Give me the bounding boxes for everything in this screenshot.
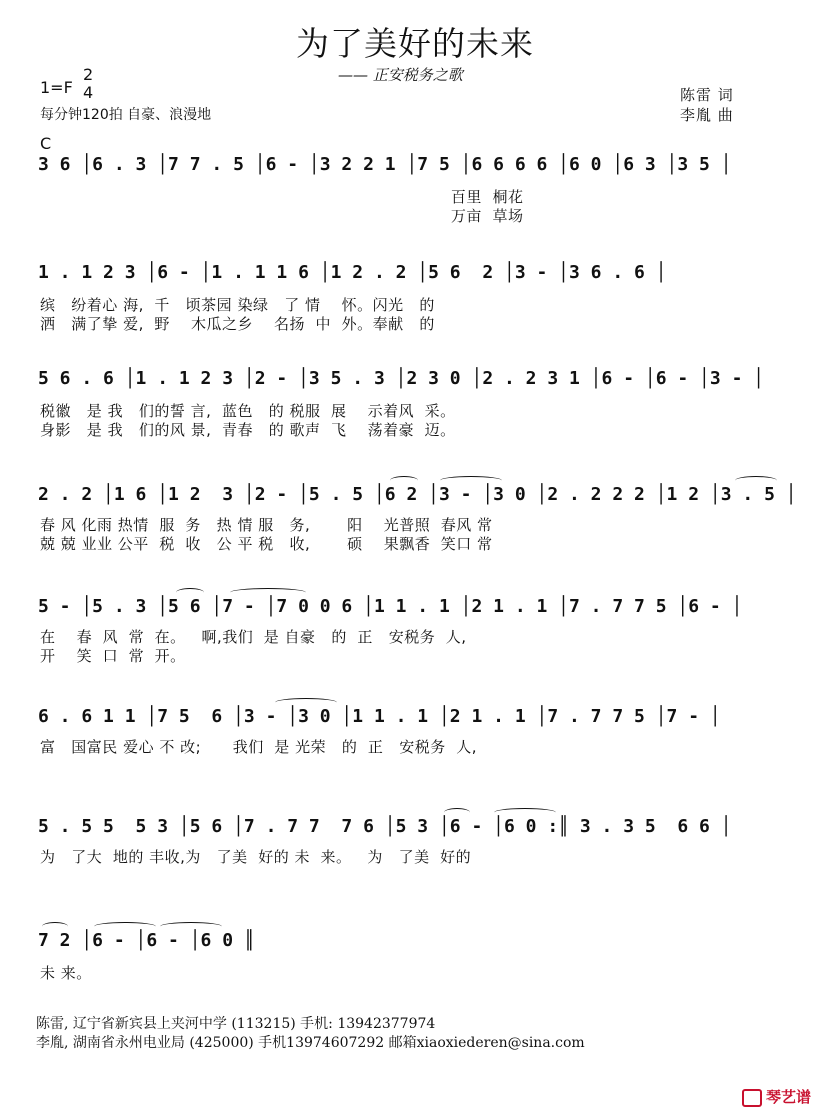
time-sig-bottom: 4 <box>83 83 94 102</box>
lyric-line-7-verse-1: 为 了大 地的 丰收,为 了美 好的 未 来。 为 了美 好的 <box>40 848 472 866</box>
lyric-line-4-verse-2: 兢 兢 业业 公平 税 收 公 平 税 收, 硕 果飘香 笑口 常 <box>40 535 493 553</box>
score-line-1 <box>38 154 798 190</box>
score-line-2 <box>38 262 798 298</box>
chord-symbol: C <box>40 134 52 153</box>
time-signature <box>83 66 93 102</box>
time-sig-top: 2 <box>83 65 94 84</box>
song-subtitle: —— 正安税务之歌 <box>338 66 463 84</box>
lyric-line-1-verse-2: 万亩 草场 <box>40 207 524 225</box>
notation-line-8: 7 2 │6 - │6 - │6 0 ║ <box>38 930 255 951</box>
lyric-line-6-verse-1: 富 国富民 爱心 不 改; 我们 是 光荣 的 正 安税务 人, <box>40 738 478 756</box>
score-line-8 <box>38 930 798 966</box>
lyric-line-4-verse-1: 春 风 化雨 热情 服 务 热 情 服 务, 阳 光普照 春风 常 <box>40 516 493 534</box>
key-signature: 1=F <box>40 78 73 97</box>
footer-contact-lyricist: 陈雷, 辽宁省新宾县上夹河中学 (113215) 手机: 13942377974 <box>36 1016 436 1032</box>
tempo-marking: 每分钟120拍 自豪、浪漫地 <box>40 107 212 123</box>
logo-icon <box>742 1089 762 1107</box>
logo-text: 琴艺谱 <box>766 1088 812 1106</box>
notation-line-2: 1 . 1 2 3 │6 - │1 . 1 1 6 │1 2 . 2 │5 6 2 │3 - │3 6 . 6 │ <box>38 262 667 283</box>
lyric-line-8-verse-1: 未 来。 <box>40 964 92 982</box>
notation-line-7: 5 . 5 5 5 3 │5 6 │7 . 7 7 7 6 │5 3 │6 - │6 0 :║ 3 . 3 5 6 6 │ <box>38 816 732 837</box>
lyric-line-3-verse-2: 身影 是 我 们的风 景, 青春 的 歌声 飞 荡着豪 迈。 <box>40 421 456 439</box>
footer-contact-composer: 李胤, 湖南省永州电业局 (425000) 手机13974607292 邮箱xiaoxiederen@sina.com <box>36 1035 585 1051</box>
lyric-line-5-verse-2: 开 笑 口 常 开。 <box>40 647 186 665</box>
notation-line-3: 5 6 . 6 │1 . 1 2 3 │2 - │3 5 . 3 │2 3 0 │2 . 2 3 1 │6 - │6 - │3 - │ <box>38 368 765 389</box>
notation-line-4: 2 . 2 │1 6 │1 2 3 │2 - │5 . 5 │6 2 │3 - │3 0 │2 . 2 2 2 │1 2 │3 . 5 │ <box>38 484 797 505</box>
lyric-line-2-verse-1: 缤 纷着心 海, 千 顷茶园 染绿 了 情 怀。闪光 的 <box>40 296 435 314</box>
composer-credit: 李胤 曲 <box>680 106 734 124</box>
lyricist-credit: 陈雷 词 <box>680 86 734 104</box>
lyric-line-2-verse-2: 洒 满了挚 爱, 野 木瓜之乡 名扬 中 外。奉献 的 <box>40 315 435 333</box>
lyric-line-3-verse-1: 税徽 是 我 们的誓 言, 蓝色 的 税服 展 示着风 采。 <box>40 402 456 420</box>
site-logo <box>742 1086 811 1107</box>
notation-line-5: 5 - │5 . 3 │5 6 │7 - │7 0 0 6 │1 1 . 1 │2 1 . 1 │7 . 7 7 5 │6 - │ <box>38 596 743 617</box>
lyric-line-5-verse-1: 在 春 风 常 在。 啊,我们 是 自豪 的 正 安税务 人, <box>40 628 467 646</box>
notation-line-1: 3 6 │6 . 3 │7 7 . 5 │6 - │3 2 2 1 │7 5 │6 6 6 6 │6 0 │6 3 │3 5 │ <box>38 154 732 175</box>
score-line-3 <box>38 368 798 404</box>
lyric-line-1-verse-1: 百里 桐花 <box>40 188 524 206</box>
song-title: 为了美好的未来 <box>296 24 534 63</box>
notation-line-6: 6 . 6 1 1 │7 5 6 │3 - │3 0 │1 1 . 1 │2 1 . 1 │7 . 7 7 5 │7 - │ <box>38 706 721 727</box>
